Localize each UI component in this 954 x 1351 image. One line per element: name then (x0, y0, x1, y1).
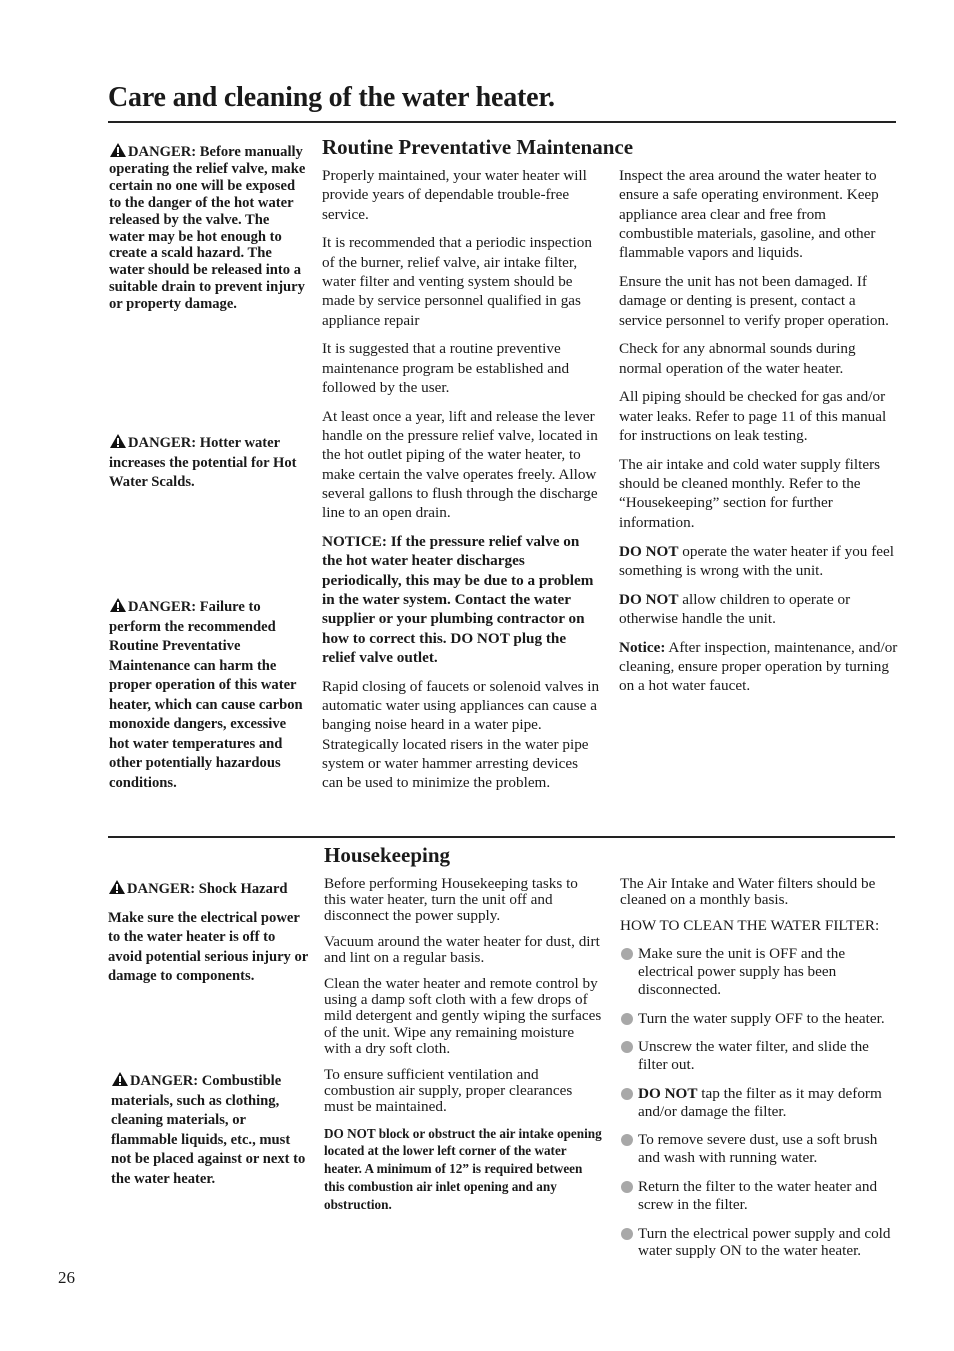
air-intake-notice: DO NOT block or obstruct the air intake opening located at the lower left corner of the water heater. A minimum of 12” is required between this combustion air inlet opening and any obstruction. (324, 1125, 602, 1212)
title-rule (108, 121, 896, 123)
emphasis: DO NOT (638, 1084, 698, 1102)
gray-bullet-icon (621, 1041, 633, 1053)
list-item (620, 1085, 900, 1121)
list-item (620, 1010, 900, 1028)
warning-triangle-icon (109, 142, 127, 158)
gray-bullet-icon (621, 1134, 633, 1146)
list-item (620, 1038, 900, 1074)
gray-bullet-icon (621, 1228, 633, 1240)
filter-instructions-heading: HOW TO CLEAN THE WATER FILTER: (620, 916, 880, 934)
list-item-text: Return the filter to the water heater and screw in the filter. (638, 1178, 878, 1213)
paragraph (619, 542, 899, 581)
page-number: 26 (58, 1268, 75, 1287)
section-divider (108, 836, 895, 838)
paragraph: It is suggested that a routine preventive maintenance program be established and followed by the user. (322, 340, 570, 396)
warning-triangle-icon (109, 597, 127, 613)
paragraph: Clean the water heater and remote control by using a damp soft cloth with a few drops of mild detergent and gently wiping the surfaces of the unit. Wipe any remaining moisture with a dry soft cloth. (324, 975, 602, 1057)
danger-shock-body: Make sure the electrical power to the water heater is off to avoid potential serious injury or damage to components. (108, 909, 309, 984)
paragraph: It is recommended that a periodic inspection of the burner, relief valve, air intake filter, water filter and venting system should be made by service personnel qualified in gas appliance repair (322, 234, 592, 329)
paragraph: To ensure sufficient ventilation and combustion air supply, proper clearances must be maintained. (324, 1065, 573, 1115)
paragraph: Inspect the area around the water heater to ensure a safe operating environment. Keep appliance area clear and free from combustible materials, gasoline, and other flammable vapors and liquids. (619, 167, 879, 262)
danger-combustible (111, 1071, 313, 1189)
paragraph-text: After inspection, maintenance, and/or cleaning, ensure proper operation by turning on a hot water faucet. (619, 638, 898, 695)
emphasis: Notice: (619, 638, 666, 656)
paragraph-text: operate the water heater if you feel something is wrong with the unit. (619, 542, 894, 579)
list-item-text: Turn the water supply OFF to the heater. (638, 1009, 885, 1027)
paragraph: Rapid closing of faucets or solenoid valves in automatic water using appliances can cause a banging noise heard in a water pipe. Strategically located risers in the water pipe system or water hammer arresting devices can be used to minimize the problem. (322, 677, 600, 792)
gray-bullet-icon (621, 1088, 633, 1100)
paragraph: Before performing Housekeeping tasks to this water heater, turn the unit off and disconnect the power supply. (324, 875, 578, 925)
paragraph: Check for any abnormal sounds during normal operation of the water heater. (619, 340, 856, 377)
housekeeping-column-2 (620, 876, 900, 1271)
danger-shock-title (108, 879, 310, 900)
relief-valve-notice: NOTICE: If the pressure relief valve on the hot water heater discharges periodically, this may be due to a problem in the water system. Contact the water supplier or your plumbing contractor on how to correct this. DO NOT plug the relief valve outlet. (322, 533, 594, 666)
list-item-text: tap the filter as it may deform and/or damage the filter. (638, 1084, 882, 1120)
paragraph: The air intake and cold water supply filters should be cleaned monthly. Refer to the “Housekeeping” section for further information. (619, 455, 881, 531)
page-title: Care and cleaning of the water heater. (108, 82, 555, 113)
danger-relief-valve (109, 142, 307, 313)
danger-hotter-water-text: DANGER: Hotter water increases the potential for Hot Water Scalds. (109, 435, 297, 490)
gray-bullet-icon (621, 1181, 633, 1193)
danger-combustible-text: DANGER: Combustible materials, such as clothing, cleaning materials, or flammable liquids, etc., must not be placed against or next to the water heater. (111, 1073, 306, 1187)
danger-maintenance-failure-text: DANGER: Failure to perform the recommended Routine Preventative Maintenance can harm the proper operation of this water heater, which can cause carbon monoxide dangers, excessive hot water temperatures and other potentially hazardous conditions. (109, 599, 303, 791)
danger-shock-title-text: DANGER: Shock Hazard (127, 881, 288, 897)
paragraph (619, 638, 899, 696)
list-item (620, 1178, 900, 1214)
maintenance-heading: Routine Preventative Maintenance (322, 135, 634, 159)
emphasis: DO NOT (619, 590, 679, 608)
paragraph (619, 590, 899, 629)
list-item (620, 1225, 900, 1261)
danger-shock-hazard (108, 879, 310, 987)
list-item (620, 945, 900, 998)
housekeeping-column-1 (324, 876, 602, 1223)
list-item-text: To remove severe dust, use a soft brush and wash with running water. (638, 1131, 878, 1167)
maintenance-column-1 (322, 166, 602, 802)
paragraph: Properly maintained, your water heater will provide years of dependable trouble-free service. (322, 167, 587, 223)
warning-triangle-icon (109, 433, 127, 449)
list-item (620, 1131, 900, 1167)
paragraph: The Air Intake and Water filters should be cleaned on a monthly basis. (620, 875, 876, 909)
paragraph: At least once a year, lift and release the lever handle on the pressure relief valve, located in the hot outlet piping of the water heater, to make certain the valve operates freely. Allow several gallons to flush through the discharge line to an open drain. (322, 407, 598, 522)
warning-triangle-icon (111, 1071, 129, 1087)
list-item-text: Turn the electrical power supply and cold water supply ON to the water heater. (638, 1224, 891, 1260)
emphasis: DO NOT (619, 542, 679, 560)
gray-bullet-icon (621, 948, 633, 960)
warning-triangle-icon (108, 879, 126, 895)
list-item-text-wrap (638, 1085, 900, 1121)
danger-hotter-water (109, 433, 307, 493)
housekeeping-heading: Housekeeping (324, 843, 451, 867)
danger-maintenance-failure (109, 597, 307, 793)
gray-bullet-icon (621, 1013, 633, 1025)
danger-relief-valve-text: DANGER: Before manually operating the relief valve, make certain no one will be exposed to the danger of the hot water released by the valve. The water may be hot enough to create a scald hazard. The water should be released into a suitable drain to prevent injury or property damage. (109, 144, 306, 313)
maintenance-column-2 (619, 166, 899, 705)
paragraph: All piping should be checked for gas and/or water leaks. Refer to page 11 of this manual for instructions on leak testing. (619, 388, 887, 445)
paragraph-text: allow children to operate or otherwise handle the unit. (619, 590, 851, 627)
list-item-text: Make sure the unit is OFF and the electrical power supply has been disconnected. (638, 945, 846, 998)
paragraph: Ensure the unit has not been damaged. If damage or denting is present, contact a service personnel to verify proper operation. (619, 272, 889, 329)
paragraph: Vacuum around the water heater for dust, dirt and lint on a regular basis. (324, 933, 600, 967)
list-item-text: Unscrew the water filter, and slide the filter out. (638, 1038, 869, 1074)
